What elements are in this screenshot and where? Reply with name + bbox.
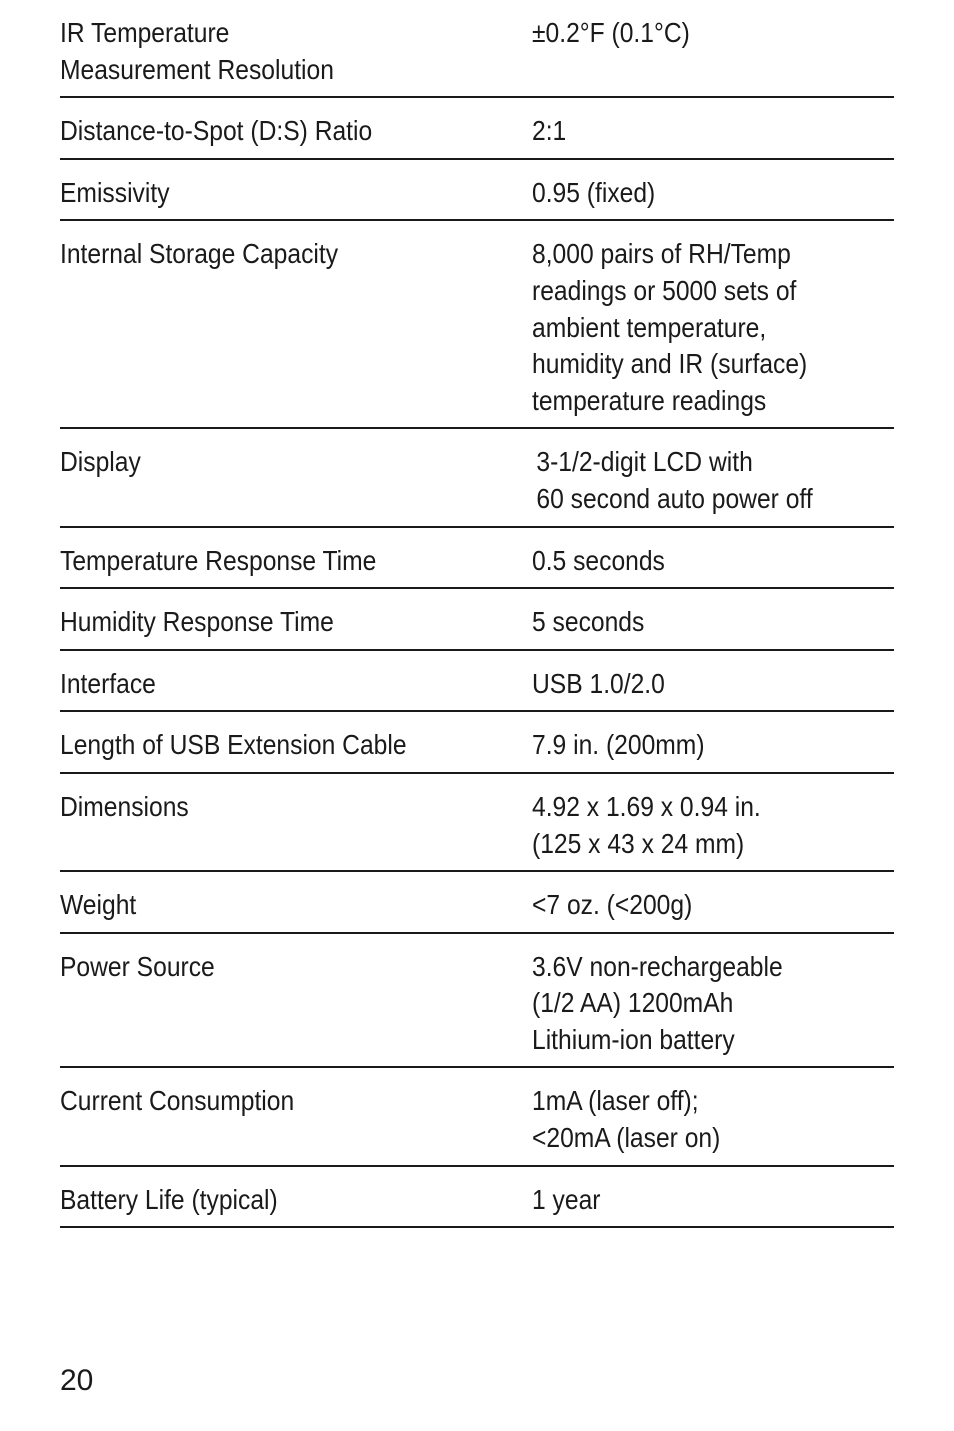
spec-value: 3-1/2-digit LCD with 60 second auto power off	[536, 446, 813, 514]
spec-value: 1mA (laser off); <20mA (laser on)	[532, 1085, 721, 1154]
spec-value: 1 year	[532, 1183, 601, 1215]
spec-label: Internal Storage Capacity	[60, 238, 339, 270]
spec-value: 3.6V non-rechargeable (1/2 AA) 1200mAh Lithium-ion battery	[532, 950, 783, 1055]
spec-label: Dimensions	[60, 790, 189, 822]
spec-row-emissivity	[60, 160, 894, 222]
page-number: 20	[60, 1364, 94, 1397]
spec-label: Power Source	[60, 950, 215, 982]
spec-label: Battery Life (typical)	[60, 1183, 278, 1215]
spec-label: Length of USB Extension Cable	[60, 729, 407, 761]
spec-row-ir-resolution	[60, 0, 894, 98]
spec-value: 2:1	[532, 115, 567, 147]
spec-value: 8,000 pairs of RH/Temp readings or 5000 sets of ambient temperature, humidity and IR (surface) temperature readings	[532, 238, 808, 416]
spec-row-humidity-response	[60, 589, 894, 651]
spec-value: 5 seconds	[532, 606, 645, 638]
spec-row-current	[60, 1068, 894, 1166]
spec-row-usb-cable	[60, 712, 894, 774]
spec-label: IR Temperature Measurement Resolution	[60, 17, 334, 85]
spec-value: <7 oz. (<200g)	[532, 889, 693, 921]
spec-row-weight	[60, 872, 894, 934]
spec-row-temp-response	[60, 528, 894, 590]
spec-label: Temperature Response Time	[60, 544, 377, 576]
spec-value: USB 1.0/2.0	[532, 667, 665, 699]
spec-row-storage	[60, 221, 894, 429]
spec-label: Distance-to-Spot (D:S) Ratio	[60, 115, 373, 147]
spec-label: Interface	[60, 667, 156, 699]
spec-value: 7.9 in. (200mm)	[532, 729, 705, 761]
spec-table	[60, 0, 894, 1228]
spec-label: Weight	[60, 889, 137, 921]
spec-label: Current Consumption	[60, 1085, 295, 1117]
spec-value: 0.5 seconds	[532, 544, 665, 576]
spec-row-interface	[60, 651, 894, 713]
spec-label: Humidity Response Time	[60, 606, 334, 638]
spec-row-display	[60, 429, 894, 527]
spec-row-ds-ratio	[60, 98, 894, 160]
spec-value: 0.95 (fixed)	[532, 176, 656, 208]
spec-value: 4.92 x 1.69 x 0.94 in. (125 x 43 x 24 mm)	[532, 790, 761, 859]
spec-row-dimensions	[60, 774, 894, 872]
spec-label: Emissivity	[60, 176, 170, 208]
spec-value: ±0.2°F (0.1°C)	[532, 17, 690, 48]
spec-row-battery-life	[60, 1167, 894, 1229]
spec-row-power-source	[60, 934, 894, 1069]
spec-label: Display	[60, 446, 141, 478]
